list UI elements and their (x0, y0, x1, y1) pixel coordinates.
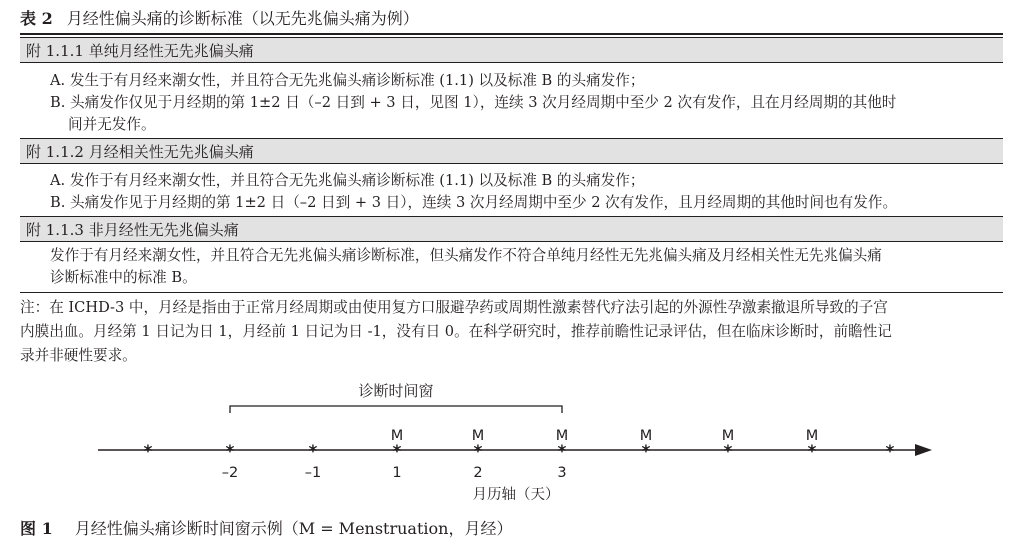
tick-label: –1 (304, 465, 322, 481)
timeline-marker: * (807, 442, 817, 462)
tick-label: 3 (557, 465, 567, 481)
figure-number: 图 1 (20, 519, 53, 538)
menses-marker: M (805, 428, 819, 444)
axis-label: 月历轴（天） (472, 487, 560, 503)
menses-marker: M (471, 428, 485, 444)
timeline-marker: * (641, 442, 651, 462)
note-line-1: 注：在 ICHD-3 中，月经是指由于正常月经周期或由使用复方口服避孕药或周期性激素替代疗法引起的外源性孕激素撤退所导致的子宫 (20, 299, 888, 316)
tick-label: 2 (473, 465, 483, 481)
menses-marker: M (639, 428, 653, 444)
table-bottom-rule (20, 292, 1003, 293)
section-2-line-b: B. 头痛发作见于月经期的第 1±2 日（–2 日到 + 3 日），连续 3 次月经周期中至少 2 次有发作，且月经周期的其他时间也有发作。 (50, 194, 898, 211)
diagnostic-window-label: 诊断时间窗 (358, 382, 434, 400)
section-3-line-2: 诊断标准中的标准 B。 (50, 269, 197, 286)
table-number: 表 2 (20, 9, 53, 28)
section-heading-2: 附 1.1.2 月经相关性无先兆偏头痛 (20, 138, 1003, 164)
section-1-line-b: B. 头痛发作仅见于月经期的第 1±2 日（–2 日到 + 3 日，见图 1），连续 3 次月经周期中至少 2 次有发作，且在月经周期的其他时 (50, 94, 897, 111)
section-heading-3: 附 1.1.3 非月经性无先兆偏头痛 (20, 216, 1003, 242)
table-title: 月经性偏头痛的诊断标准（以无先兆偏头痛为例） (66, 9, 419, 28)
section-2-line-a: A. 发作于有月经来潮女性，并且符合无先兆偏头痛诊断标准 (1.1) 以及标准 B 的头痛发作； (50, 172, 645, 189)
section-heading-1: 附 1.1.1 单纯月经性无先兆偏头痛 (20, 37, 1003, 63)
timeline-marker: * (143, 442, 153, 462)
note-line-2: 内膜出血。月经第 1 日记为日 1，月经前 1 日记为日 -1，没有日 0。在科学研究时，推荐前瞻性记录评估，但在临床诊断时，前瞻性记 (20, 323, 892, 340)
tick-label: –2 (221, 465, 239, 481)
table-top-rule (20, 33, 1003, 35)
figure-caption (20, 517, 512, 541)
diagnostic-window-bracket (230, 406, 562, 413)
section-3-line-1: 发作于有月经来潮女性，并且符合无先兆偏头痛诊断标准，但头痛发作不符合单纯月经性无先兆偏头痛及月经相关性无先兆偏头痛 (50, 247, 882, 264)
tick-label: 1 (392, 465, 402, 481)
timeline-marker: * (392, 442, 402, 462)
timeline-marks (144, 428, 895, 481)
timeline-axis-arrow-icon (915, 444, 932, 456)
menses-marker: M (390, 428, 404, 444)
timeline-chart (0, 370, 1024, 510)
timeline-marker: * (473, 442, 483, 462)
timeline-marker: * (225, 442, 235, 462)
menses-marker: M (721, 428, 735, 444)
timeline-marker: * (723, 442, 733, 462)
section-1-line-b-cont: 间并无发作。 (68, 116, 156, 133)
figure-caption-text: 月经性偏头痛诊断时间窗示例（M = Menstruation，月经） (74, 519, 513, 538)
table-caption (20, 8, 419, 30)
figure-timeline (0, 370, 1024, 510)
timeline-marker: * (557, 442, 567, 462)
timeline-marker: * (308, 442, 318, 462)
menses-marker: M (555, 428, 569, 444)
note-line-3: 录并非硬性要求。 (20, 347, 137, 364)
timeline-marker: * (885, 442, 895, 462)
section-1-line-a: A. 发生于有月经来潮女性，并且符合无先兆偏头痛诊断标准 (1.1) 以及标准 B 的头痛发作； (50, 72, 645, 89)
